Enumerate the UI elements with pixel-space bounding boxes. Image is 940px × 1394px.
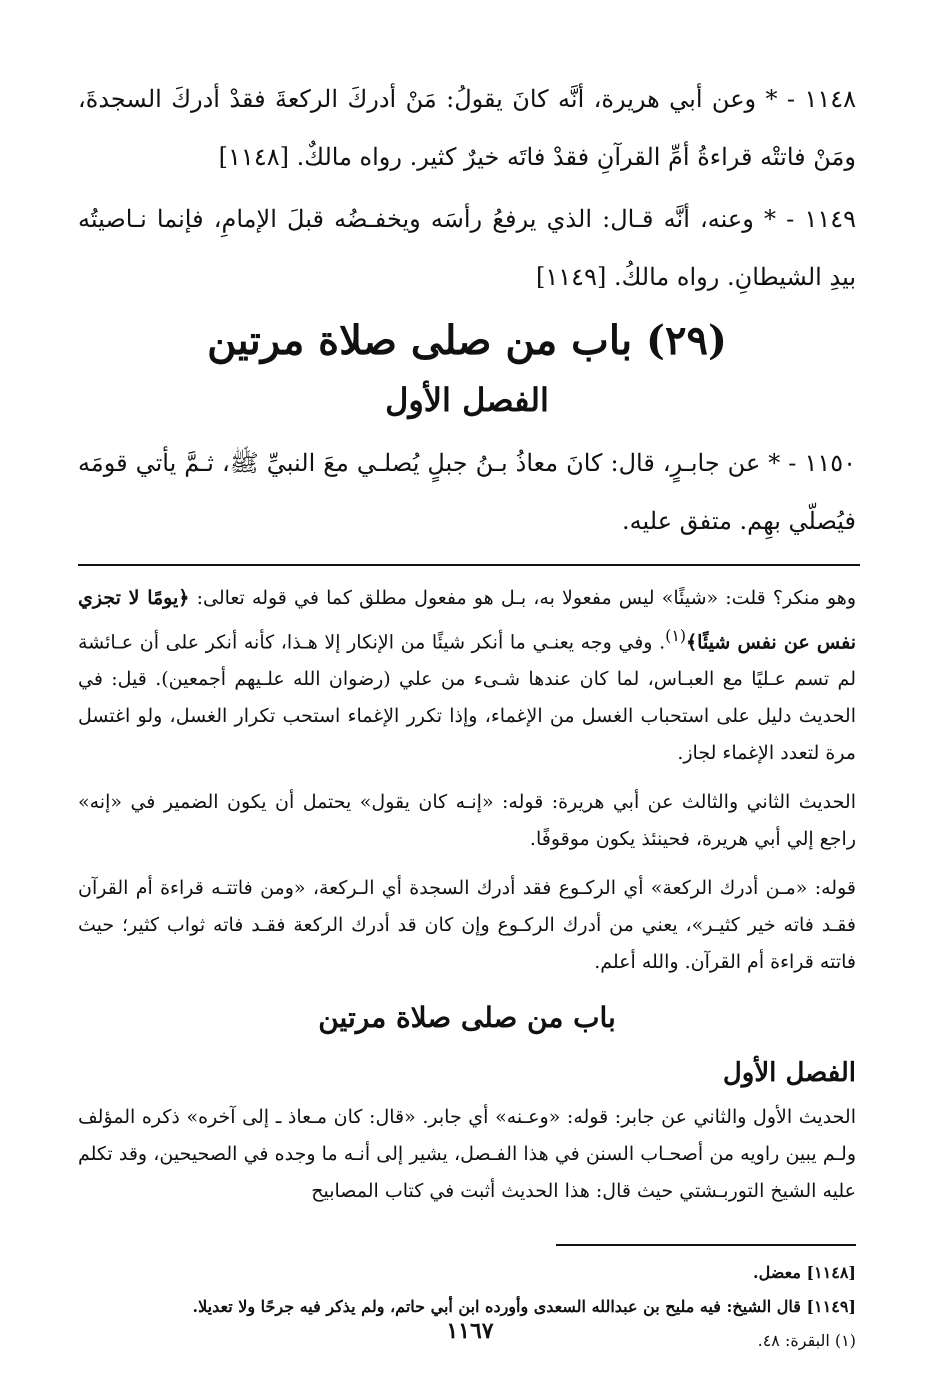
footnote-1149: [١١٤٩] قال الشيخ: فيه مليح بن عبدالله السعدى وأورده ابن أبي حاتم، ولم يذكر فيه جرحًا ولا تعديلا. <box>192 1297 856 1317</box>
page-number: ١١٦٧ <box>446 1318 494 1344</box>
text-commentary-divider <box>78 564 860 566</box>
footnote-ref: (١) <box>665 626 687 645</box>
footnote-1148: [١١٤٨] معضل. <box>753 1263 856 1283</box>
hadith-1149: ١١٤٩ - * وعنه، أنَّه قـال: الذي يرفعُ رأسَه ويخفـضُه قبلَ الإمامِ، فإنما نـاصيتُه بيدِ الشيطانِ. رواه مالكُ. [١١٤٩] <box>78 205 856 291</box>
commentary-chapter-title: باب من صلى صلاة مرتين <box>318 1001 616 1035</box>
footnote-1: (١) البقرة: ٤٨. <box>757 1331 856 1351</box>
commentary-section-title: الفصل الأول <box>722 1058 856 1089</box>
chapter-title: (٢٩) باب من صلى صلاة مرتين <box>207 317 727 364</box>
commentary-paragraph-4: الحديث الأول والثاني عن جابر: قوله: «وعـنه» أي جابر. «قال: كان مـعاذ ـ إلى آخره» ذكره المؤلف ولـم يبين راويه من أصحـاب السنن في هذا الفـصل، يشير إلى أنـه ما وجده في الصحيحين، وقد تكلم عليه الشيخ التوربـشتي حيث قال: هذا الحديث أثبت في كتاب المصابيح <box>78 1106 856 1203</box>
commentary-paragraph-3: قوله: «مـن أدرك الركعة» أي الركـوع فقد أدرك السجدة أي الـركعة، «ومن فاتتـه قراءة أم القرآن فقـد فاته خير كثيـر»، يعني من أدرك الركـوع وإن كان قد أدرك الركعة فقـد فاته ثواب كثير؛ حيث فاتته قراءة أم القرآن. والله أعلم. <box>78 877 856 974</box>
section-title: الفصل الأول <box>385 381 549 419</box>
commentary-p1-part1: وهو منكر؟ قلت: «شيئًا» ليس مفعولا به، بـل هو مفعول مطلق كما في قوله تعالى: <box>189 587 856 609</box>
hadith-1148: ١١٤٨ - * وعن أبي هريرة، أنَّه كانَ يقولُ: مَنْ أدركَ الركعةَ فقدْ أدركَ السجدةَ، ومَنْ فاتتْه قراءةُ أمِّ القرآنِ فقدْ فاتَه خيرٌ كثير. رواه مالكٌ. [١١٤٨] <box>78 85 856 171</box>
commentary-paragraph-2: الحديث الثاني والثالث عن أبي هريرة: قوله: «إنـه كان يقول» يحتمل أن يكون الضمير في «إنه» راجع إلي أبي هريرة، فحينئذ يكون موقوفًا. <box>78 791 856 851</box>
quran-quote: ﴿يومًا لا تجزي نفس عن نفس شيئًا﴾ <box>78 587 857 654</box>
commentary-p1-part2: . وفي وجه يعنـي ما أنكر شيئًا من الإنكار إلا هـذا، كأنه أنكر على أن عـائشة لم تسم عـليًا مع العبـاس، لما كان عندها شـىء من علي (رضوان الله علـيهم أجمعين). قيل: في الحديث دليل على استحباب الغسل من الإغماء، وإذا تكرر الإغماء استحب تكرار الغسل، ولو اغتسل مرة لتعدد الإغماء لجاز. <box>78 631 856 765</box>
hadith-1150: ١١٥٠ - * عن جابـرٍ، قال: كانَ معاذُ بـنُ جبلٍ يُصلـي معَ النبيِّ ﷺ، ثـمَّ يأتي قومَه فيُصلّي بهِم. متفق عليه. <box>78 449 856 535</box>
footnote-divider <box>556 1244 856 1246</box>
commentary-paragraph-1 <box>78 580 856 772</box>
